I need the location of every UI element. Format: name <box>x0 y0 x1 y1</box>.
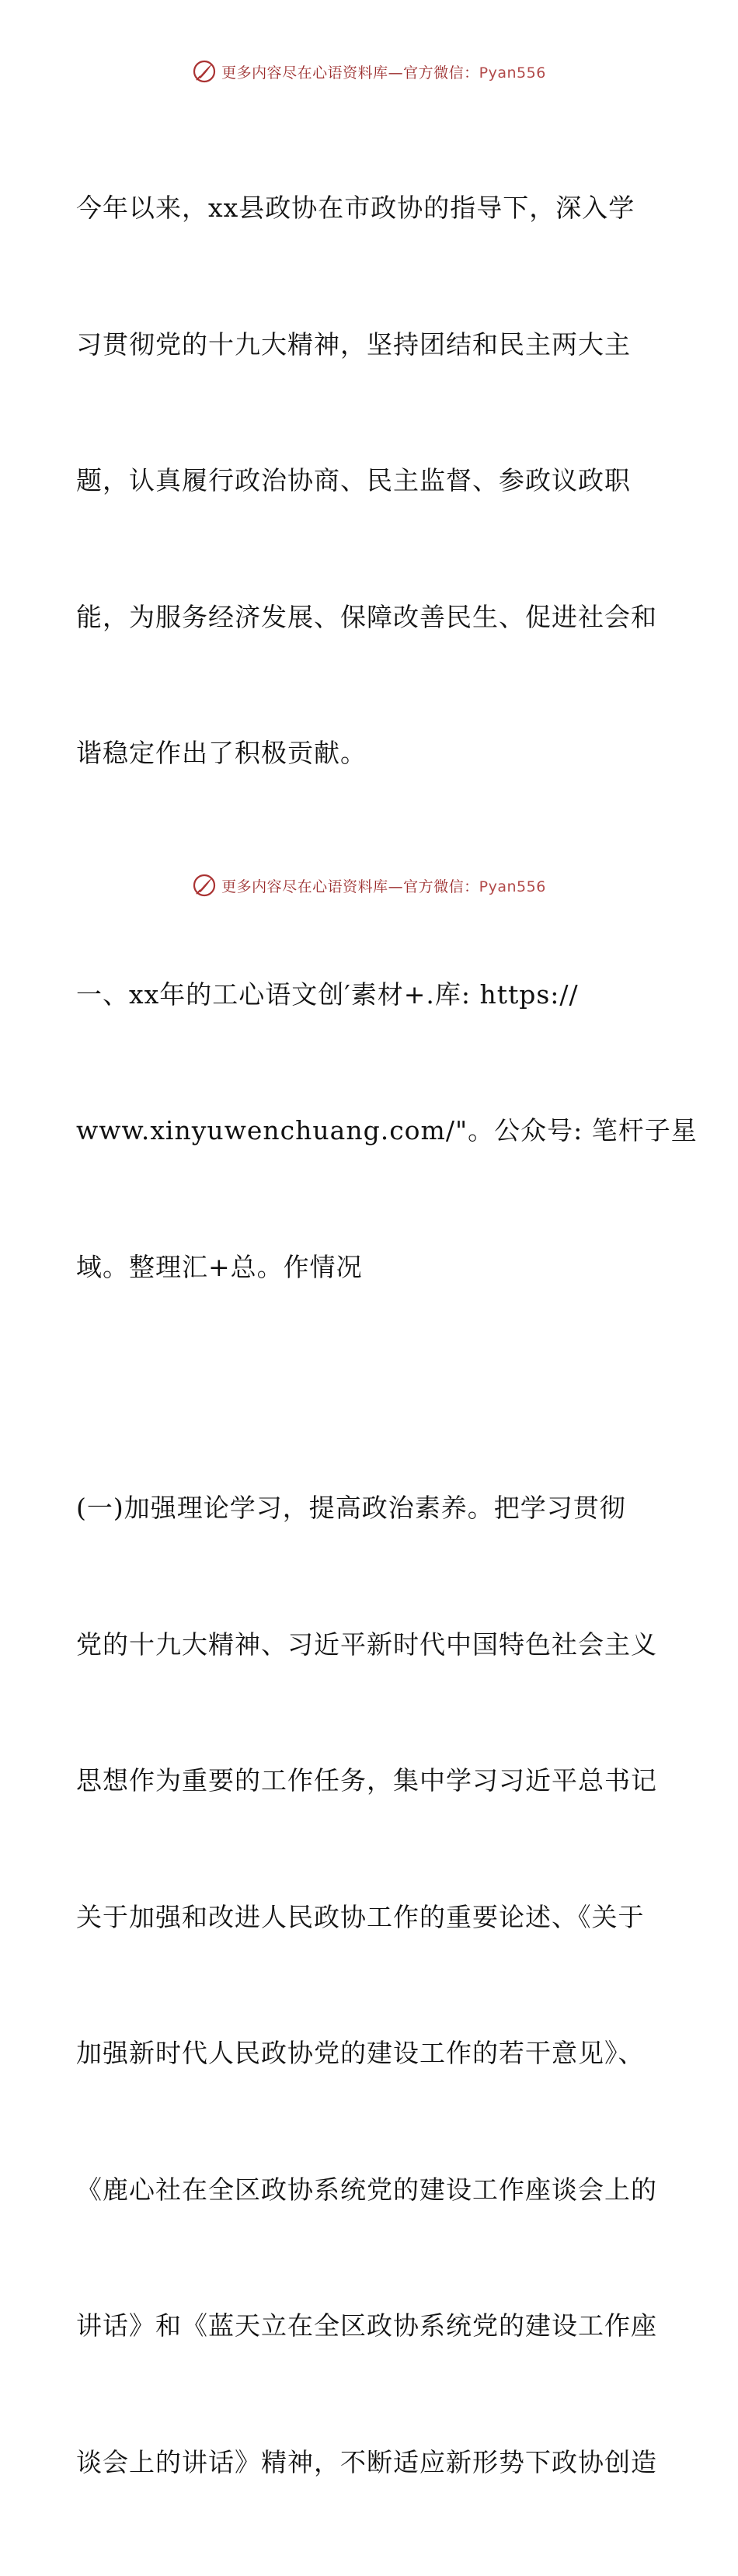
text-line: 《鹿心社在全区政协系统党的建设工作座谈会上的 <box>76 2174 657 2205</box>
text-line: 域。整理汇+总。作情况 <box>76 1251 363 1282</box>
footer-banner <box>0 870 738 901</box>
feather-pen-logo-icon <box>192 873 217 898</box>
text-line: 题，认真履行政治协商、民主监督、参政议政职 <box>76 465 631 495</box>
wechat-id: Pyan556 <box>479 64 546 82</box>
text-line: 能，为服务经济发展、保障改善民生、促进社会和 <box>76 601 657 632</box>
text-line: (一)加强理论学习，提高政治素养。把学习贯彻 <box>76 1493 626 1523</box>
section-heading <box>76 881 698 1382</box>
text-line: 今年以来，xx县政协在市政协的指导下，深入学 <box>76 193 635 223</box>
document-body <box>76 95 698 2576</box>
feather-pen-logo-icon <box>192 59 217 84</box>
text-line: 谐稳定作出了积极贡献。 <box>76 738 367 768</box>
wechat-id: Pyan556 <box>479 878 546 895</box>
text-line: 一、xx年的工心语文创′素材+.库: https:// <box>76 979 579 1010</box>
text-line: 讲话》和《蓝天立在全区政协系统党的建设工作座 <box>76 2310 657 2341</box>
text-line: 党的十九大精神、习近平新时代中国特色社会主义 <box>76 1629 657 1660</box>
paragraph-intro <box>76 95 667 867</box>
text-line: www.xinyuwenchuang.com/"。公众号: 笔杆子星 <box>76 1115 698 1145</box>
text-line: 习贯彻党的十九大精神，坚持团结和民主两大主 <box>76 329 631 360</box>
paragraph-theory-study <box>76 1395 667 2576</box>
text-line: 加强新时代人民政协党的建设工作的若干意见》、 <box>76 2038 645 2068</box>
text-line: 关于加强和改进人民政协工作的重要论述、《关于 <box>76 1901 645 1932</box>
text-line: 谈会上的讲话》精神，不断适应新形势下政协创造 <box>76 2446 657 2477</box>
banner-text: 更多内容尽在心语资料库—官方微信：Pyan556 <box>221 878 546 895</box>
banner-text: 更多内容尽在心语资料库—官方微信：Pyan556 <box>221 64 546 82</box>
header-banner <box>0 56 738 87</box>
text-line: 思想作为重要的工作任务，集中学习习近平总书记 <box>76 1765 657 1796</box>
